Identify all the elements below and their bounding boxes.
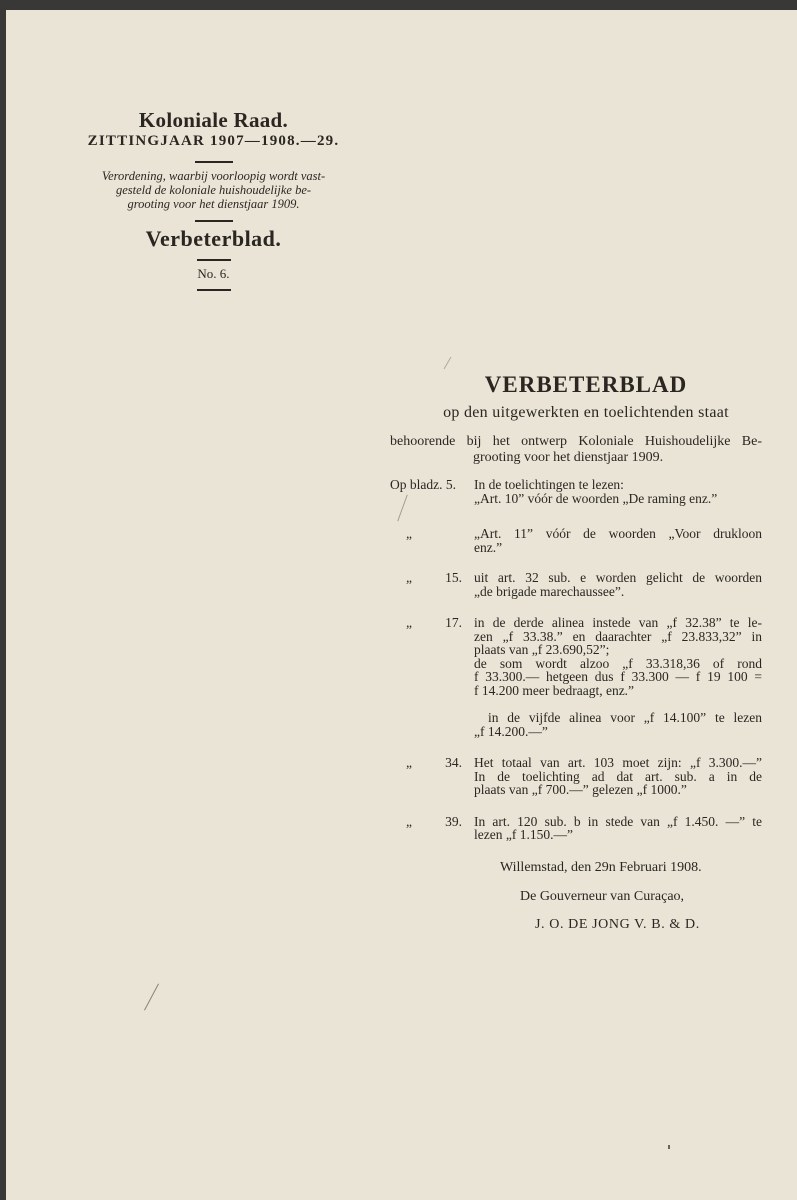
entry-line: f 14.200 meer bedraagt, enz.” <box>474 682 635 698</box>
ditto-mark: „ <box>406 615 412 630</box>
entry-line: In art. 120 sub. b in stede van „f 1.450. —” te <box>474 813 762 829</box>
entry-line: „de brigade marechaussee”. <box>474 583 625 599</box>
signatory-name: J. O. DE JONG V. B. & D. <box>535 916 700 932</box>
entry-reference <box>390 478 470 492</box>
main-title: VERBETERBLAD <box>484 372 688 397</box>
main-content <box>390 372 762 933</box>
entry-line: „f 14.200.—” <box>474 723 548 739</box>
place-date: Willemstad, den 29n Februari 1908. <box>500 859 702 875</box>
entry-line: uit art. 32 sub. e worden gelicht de woorden <box>474 570 762 585</box>
ink-speck <box>668 1145 670 1149</box>
entry-line: de som wordt alzoo „f 33.318,36 of rond <box>474 655 762 671</box>
entry-line: enz.” <box>474 539 503 555</box>
entry-body <box>474 478 762 505</box>
entry-line: plaats van „f 23.690,52”; <box>474 642 610 657</box>
correction-entry <box>390 815 762 842</box>
left-header <box>81 108 346 297</box>
divider <box>197 289 231 291</box>
ditto-mark: „ <box>406 813 412 829</box>
entry-line: Het totaal van art. 103 moet zijn: „f 3.300.—” <box>474 755 762 770</box>
page-number: 15. <box>445 570 462 585</box>
signatory-title: De Gouverneur van Curaçao, <box>520 888 685 904</box>
entry-body <box>474 527 762 554</box>
description-line: grooting voor het dienstjaar 1909. <box>127 197 300 211</box>
divider <box>195 161 233 163</box>
correction-entry <box>390 616 762 738</box>
description-line: Verordening, waarbij voorloopig wordt vast- <box>101 169 326 183</box>
belonging-line: grooting voor het dienstjaar 1909. <box>473 450 664 465</box>
entry-line: in de derde alinea instede van „f 32.38” te le- <box>474 615 762 630</box>
ref-prefix: Op bladz. 5. <box>390 477 456 492</box>
doc-type: Verbeterblad. <box>145 226 282 251</box>
main-subtitle: op den uitgewerkten en toelichtenden staat <box>443 404 729 421</box>
page-number: 34. <box>445 755 462 770</box>
entry-body <box>474 815 762 842</box>
entry-line: In de toelichting ad dat art. sub. a in de <box>474 768 762 784</box>
entry-body <box>474 616 762 738</box>
entry-line: in de vijfde alinea voor „f 14.100” te lezen <box>488 710 762 725</box>
entry-line: zen „f 33.38.” en daarachter „f 23.833,32” in <box>474 628 762 644</box>
entry-line: In de toelichtingen te lezen: <box>474 477 624 492</box>
correction-entry <box>390 571 762 598</box>
document-page <box>6 10 797 1200</box>
doc-number: No. 6. <box>197 266 230 281</box>
divider <box>195 220 233 222</box>
entry-line: lezen „f 1.150.—” <box>474 827 573 842</box>
description-line: gesteld de koloniale huishoudelijke be- <box>115 183 312 197</box>
entry-line: plaats van „f 700.—” gelezen „f 1000.” <box>474 782 687 797</box>
entry-line: „Art. 11” vóór de woorden „Voor drukloon <box>474 526 762 541</box>
page-number: 17. <box>445 615 462 630</box>
ditto-mark: „ <box>406 526 412 541</box>
ditto-mark: „ <box>406 570 412 585</box>
ordinance-description <box>81 169 346 211</box>
correction-entry <box>390 756 762 797</box>
entry-body <box>474 571 762 598</box>
entry-line: f 33.300.— hetgeen dus f 33.300 — f 19 100 = <box>474 669 762 684</box>
pencil-mark <box>144 984 159 1011</box>
belonging-line: behoorende bij het ontwerp Koloniale Huishoudelijke Be- <box>390 434 762 449</box>
entry-line: „Art. 10” vóór de woorden „De raming enz.” <box>474 490 718 506</box>
ditto-mark: „ <box>406 755 412 770</box>
entry-body <box>474 756 762 797</box>
correction-entry <box>390 478 762 505</box>
pencil-mark <box>444 357 452 370</box>
correction-entry <box>390 527 762 554</box>
divider <box>197 259 231 261</box>
session-year: ZITTINGJAAR 1907—1908.—29. <box>87 133 340 149</box>
page-number: 39. <box>445 813 462 829</box>
council-title: Koloniale Raad. <box>138 108 289 132</box>
